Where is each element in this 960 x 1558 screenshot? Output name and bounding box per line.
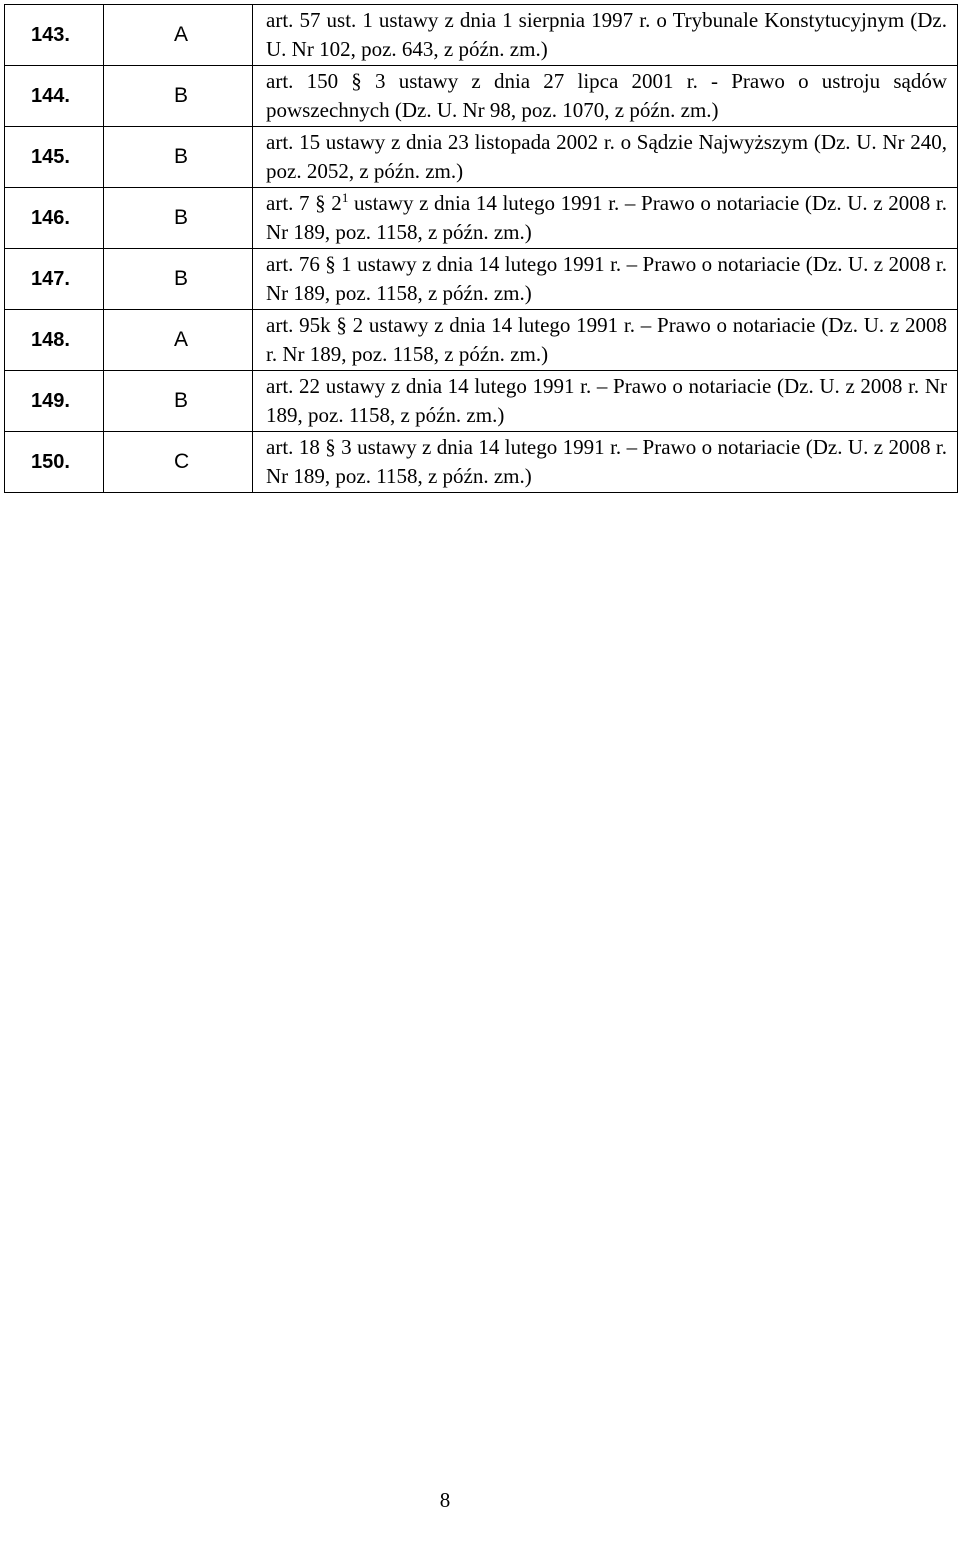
question-number: 145. [5, 127, 104, 188]
table-row [5, 310, 958, 371]
legal-basis: art. 18 § 3 ustawy z dnia 14 lutego 1991 r. – Prawo o notariacie (Dz. U. z 2008 r. Nr 189, poz. 1158, z późn. zm.) [253, 432, 958, 493]
answer-key-table [4, 4, 958, 493]
question-number: 144. [5, 66, 104, 127]
legal-basis: art. 76 § 1 ustawy z dnia 14 lutego 1991 r. – Prawo o notariacie (Dz. U. z 2008 r. Nr 189, poz. 1158, z późn. zm.) [253, 249, 958, 310]
question-number: 148. [5, 310, 104, 371]
question-number: 149. [5, 371, 104, 432]
question-number: 150. [5, 432, 104, 493]
table-row [5, 127, 958, 188]
question-number: 146. [5, 188, 104, 249]
answer-letter: A [104, 310, 253, 371]
answer-letter: B [104, 127, 253, 188]
legal-basis: art. 7 § $2^1$ ustawy z dnia 14 lutego 1991 r. – Prawo o notariacie (Dz. U. z 2008 r. Nr 189, poz. 1158, z późn. zm.) [253, 188, 958, 249]
answer-letter: B [104, 371, 253, 432]
page-number: 8 [439, 1488, 451, 1512]
superscript: 1 [341, 190, 349, 205]
table-row [5, 188, 958, 249]
table-row [5, 432, 958, 493]
legal-basis: art. 22 ustawy z dnia 14 lutego 1991 r. – Prawo o notariacie (Dz. U. z 2008 r. Nr 189, poz. 1158, z późn. zm.) [253, 371, 958, 432]
answer-letter: B [104, 188, 253, 249]
answer-letter: A [104, 5, 253, 66]
legal-basis: art. 95k § 2 ustawy z dnia 14 lutego 1991 r. – Prawo o notariacie (Dz. U. z 2008 r. Nr 189, poz. 1158, z późn. zm.) [253, 310, 958, 371]
question-number: 147. [5, 249, 104, 310]
table-row [5, 66, 958, 127]
table-row [5, 5, 958, 66]
table-row [5, 249, 958, 310]
answer-letter: B [104, 66, 253, 127]
legal-basis: art. 15 ustawy z dnia 23 listopada 2002 r. o Sądzie Najwyższym (Dz. U. Nr 240, poz. 2052, z późn. zm.) [253, 127, 958, 188]
table-row [5, 371, 958, 432]
legal-basis: art. 150 § 3 ustawy z dnia 27 lipca 2001 r. - Prawo o ustroju sądów powszechnych (Dz. U. Nr 98, poz. 1070, z późn. zm.) [253, 66, 958, 127]
answer-letter: B [104, 249, 253, 310]
answer-letter: C [104, 432, 253, 493]
question-number: 143. [5, 5, 104, 66]
legal-basis: art. 57 ust. 1 ustawy z dnia 1 sierpnia 1997 r. o Trybunale Konstytucyjnym (Dz. U. Nr 102, poz. 643, z późn. zm.) [253, 5, 958, 66]
